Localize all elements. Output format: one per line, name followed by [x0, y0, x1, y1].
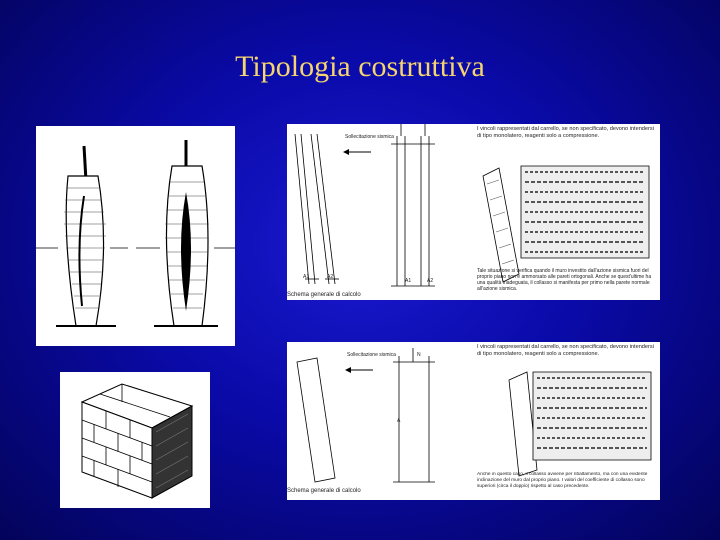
- overturning-scheme-bottom: [287, 342, 660, 500]
- left-wall-drawing: [36, 146, 128, 326]
- force-label: Sollecitazione sismica: [347, 352, 396, 358]
- svg-text:A2: A2: [427, 278, 434, 284]
- force-label: Sollecitazione sismica: [345, 134, 394, 140]
- masonry-cube-figure: [60, 372, 210, 508]
- vertical-wall-scheme: [391, 124, 435, 286]
- svg-text:A2: A2: [327, 274, 334, 280]
- svg-text:A1: A1: [303, 274, 310, 280]
- text-head: I vincoli rappresentati dal carrello, se non specificato, devono intendersi di tipo monolatero, reagenti solo a compressione.: [477, 344, 654, 357]
- scheme-caption: Schema generale di calcolo: [287, 488, 361, 494]
- overturning-scheme-top: [287, 124, 660, 300]
- slide-title: Tipologia costruttiva: [235, 50, 485, 83]
- vertical-wall-scheme-bottom: [393, 348, 435, 482]
- inclined-wall-scheme-bottom: [297, 358, 335, 482]
- text-body: Anche in questo caso, il collasso avviene per ribaltamento, ma con una evidente inclinazione del muro dal proprio piano. I valori del coefficiente di collasso sono superiori (circa il doppio) rispetto al caso precedente.: [477, 472, 648, 489]
- scheme-caption: Schema generale di calcolo: [287, 292, 361, 298]
- masonry-collapse-drawing-bottom: [509, 372, 651, 476]
- svg-text:N: N: [417, 352, 421, 358]
- svg-text:A1: A1: [405, 278, 412, 284]
- inclined-wall-scheme: [295, 134, 339, 284]
- svg-text:A: A: [397, 418, 401, 424]
- text-body: Tale situazione si verifica quando il muro investito dall'azione sismica fuori del proprio piano non è ammorsato alle pareti ortogonali. Anche se quest'ultime ha una qualità inadeguata, il collasso si manifesta per primo nella parete normale all'azione sismica.: [477, 268, 652, 292]
- right-wall-drawing: [136, 140, 235, 326]
- wall-bulging-figure: [36, 126, 235, 346]
- masonry-collapse-drawing: [483, 166, 649, 282]
- text-head: I vincoli rappresentati dal carrello, se non specificato, devono intendersi di tipo monolatero, reagenti solo a compressione.: [477, 126, 654, 139]
